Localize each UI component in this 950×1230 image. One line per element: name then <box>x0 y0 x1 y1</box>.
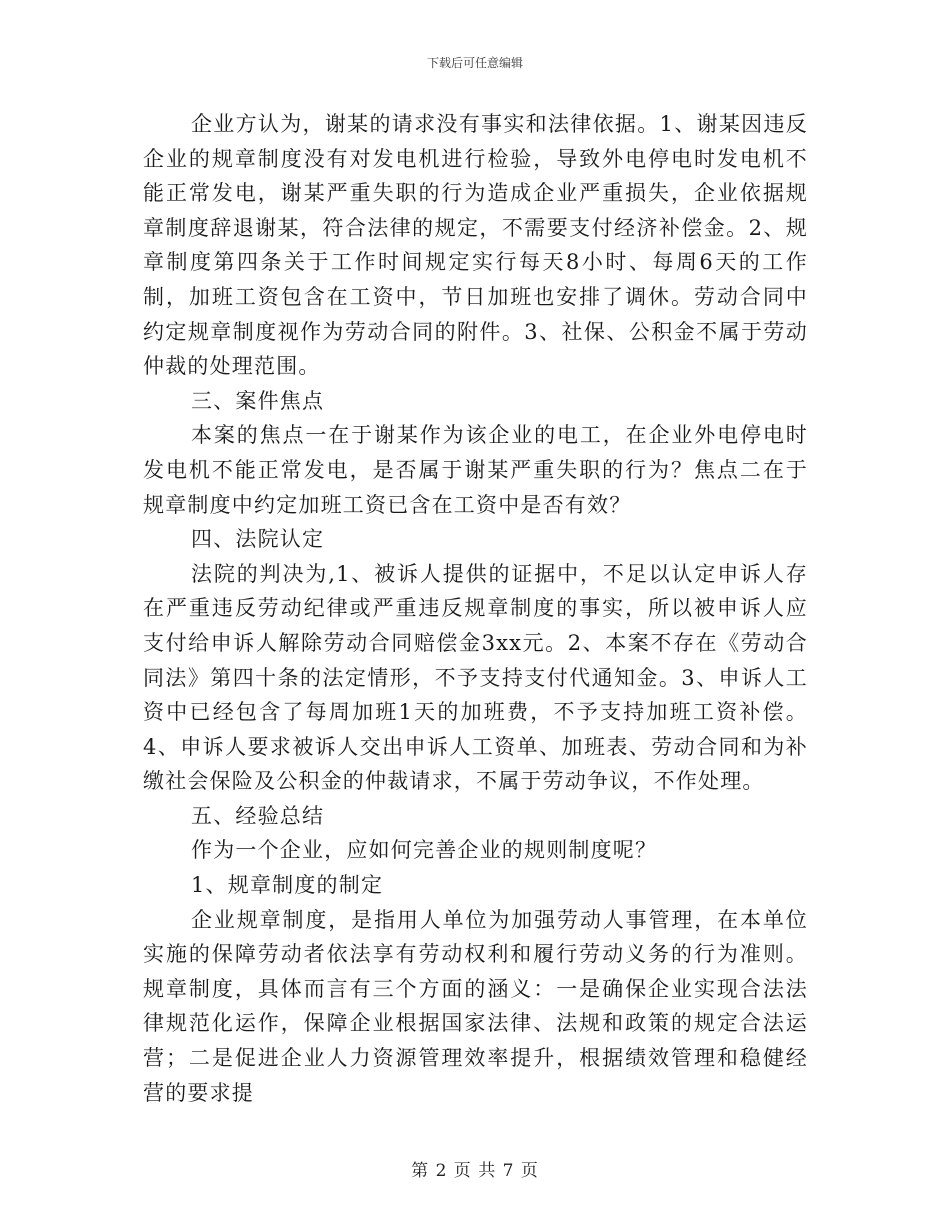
paragraph-court-ruling: 法院的判决为,1、被诉人提供的证据中，不足以认定申诉人存在严重违反劳动纪律或严重违反规章制度的事实，所以被申诉人应支付给申诉人解除劳动合同赔偿金3xx元。2、本案不存在《劳动合同法》第四十条的法定情形，不予支持支付代通知金。3、申诉人工资中已经包含了每周加班1天的加班费，不予支持加班工资补偿。4、申诉人要求被诉人交出申诉人工资单、加班表、劳动合同和为补缴社会保险及公积金的仲裁请求，不属于劳动争议，不作处理。 <box>143 561 808 794</box>
document-body <box>143 107 808 1110</box>
heading-rules-formulation: 1、规章制度的制定 <box>191 873 384 898</box>
paragraph-enterprise-position: 企业方认为，谢某的请求没有事实和法律依据。1、谢某因违反企业的规章制度没有对发电机进行检验，导致外电停电时发电机不能正常发电，谢某严重失职的行为造成企业严重损失，企业依据规章制度辞退谢某，符合法律的规定，不需要支付经济补偿金。2、规章制度第四条关于工作时间规定实行每天8小时、每周6天的工作制，加班工资包含在工资中，节日加班也安排了调休。劳动合同中约定规章制度视作为劳动合同的附件。3、社保、公积金不属于劳动仲裁的处理范围。 <box>143 112 808 379</box>
heading-experience-summary: 五、经验总结 <box>191 803 325 828</box>
paragraph-question: 作为一个企业，应如何完善企业的规则制度呢？ <box>191 838 658 863</box>
paragraph-rules-definition: 企业规章制度，是指用人单位为加强劳动人事管理，在本单位实施的保障劳动者依法享有劳动权利和履行劳动义务的行为准则。规章制度，具体而言有三个方面的涵义：一是确保企业实现合法法律规范化运作，保障企业根据国家法律、法规和政策的规定合法运营；二是促进企业人力资源管理效率提升，根据绩效管理和稳健经营的要求提 <box>143 907 808 1105</box>
heading-case-focus: 三、案件焦点 <box>191 388 325 413</box>
page-footer: 第 2 页 共 7 页 <box>411 1161 539 1181</box>
page-header: 下载后可任意编辑 <box>426 56 523 70</box>
heading-court-ruling: 四、法院认定 <box>191 527 325 552</box>
paragraph-case-focus: 本案的焦点一在于谢某作为该企业的电工，在企业外电停电时发电机不能正常发电，是否属于谢某严重失职的行为？焦点二在于规章制度中约定加班工资已含在工资中是否有效？ <box>143 423 808 517</box>
